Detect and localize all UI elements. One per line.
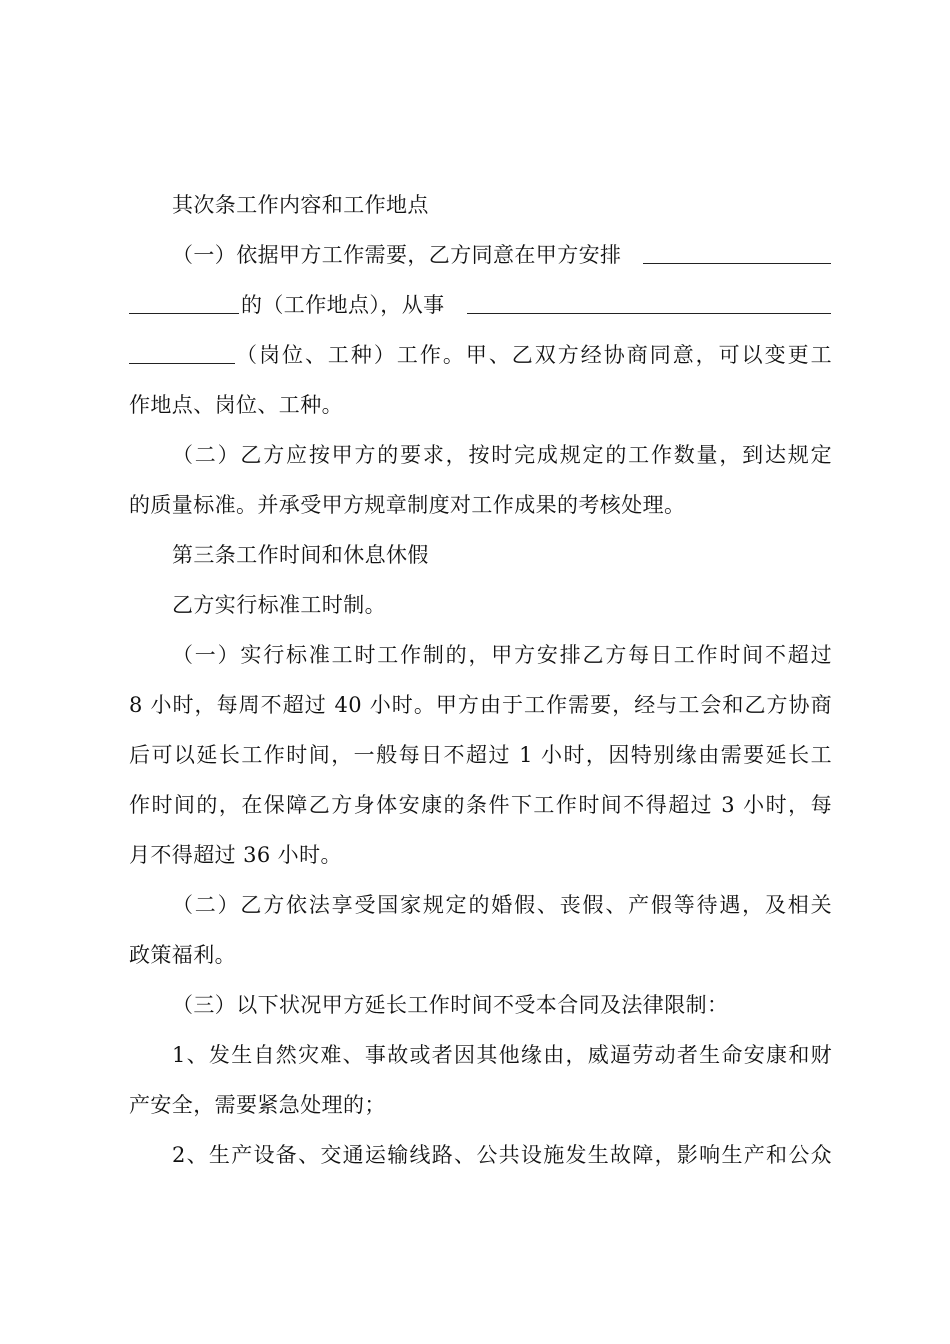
text-line: 政策福利。 — [129, 943, 236, 967]
text-line: （二）乙方应按甲方的要求，按时完成规定的工作数量，到达规定 — [172, 443, 832, 467]
text-line: 作地点、岗位、工种。 — [129, 393, 343, 417]
text-line: （二）乙方依法享受国家规定的婚假、丧假、产假等待遇，及相关 — [172, 893, 832, 917]
fill-in-blank[interactable] — [643, 243, 831, 264]
text-line: （一）实行标准工时工作制的，甲方安排乙方每日工作时间不超过 — [172, 643, 832, 667]
text-line: 产安全，需要紧急处理的； — [129, 1093, 386, 1117]
text-line: 1、发生自然灾难、事故或者因其他缘由，威逼劳动者生命安康和财 — [172, 1043, 832, 1067]
text-line: 2、生产设备、交通运输线路、公共设施发生故障，影响生产和公众 — [172, 1143, 832, 1167]
text-line: 的质量标准。并承受甲方规章制度对工作成果的考核处理。 — [129, 493, 686, 517]
text-line: 8 小时，每周不超过 40 小时。甲方由于工作需要，经与工会和乙方协商 — [129, 693, 832, 717]
text-line: 其次条工作内容和工作地点 — [172, 193, 429, 217]
text-line: 作时间的，在保障乙方身体安康的条件下工作时间不得超过 3 小时，每 — [129, 793, 832, 817]
fill-in-blank-position[interactable] — [129, 343, 235, 364]
text-line: 月不得超过 36 小时。 — [129, 843, 342, 867]
text-line: 乙方实行标准工时制。 — [172, 593, 386, 617]
fill-in-blank-job[interactable] — [467, 293, 831, 314]
fill-in-blank-work-location[interactable] — [129, 293, 239, 314]
text-line: 第三条工作时间和休息休假 — [172, 543, 429, 567]
text-line: （一）依据甲方工作需要，乙方同意在甲方安排 — [172, 243, 622, 267]
text-line: 的（工作地点），从事 — [241, 293, 445, 317]
text-line: （岗位、工种）工作。甲、乙双方经协商同意，可以变更工 — [236, 343, 832, 367]
text-line: （三）以下状况甲方延长工作时间不受本合同及法律限制： — [172, 993, 729, 1017]
text-line: 后可以延长工作时间，一般每日不超过 1 小时，因特别缘由需要延长工 — [129, 743, 832, 767]
